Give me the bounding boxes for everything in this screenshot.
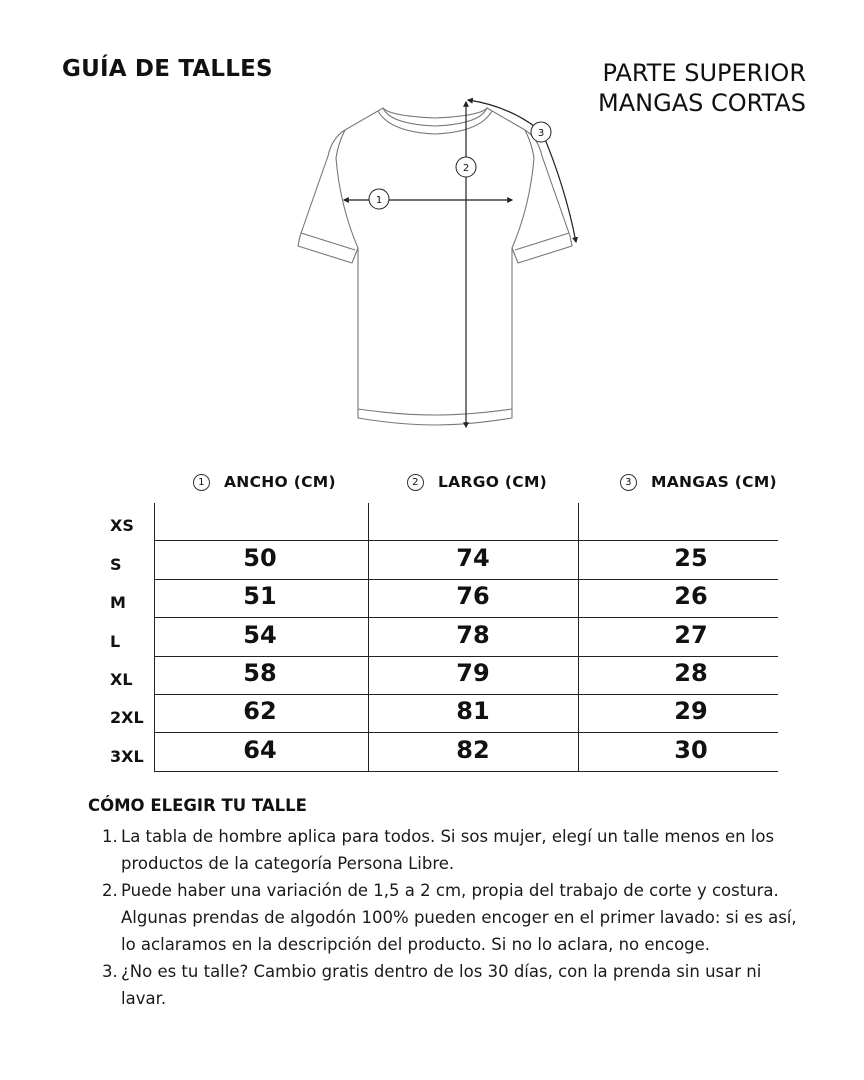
size-label: 3XL: [110, 746, 144, 766]
size-table: [88, 503, 778, 772]
table-row-2xl: [88, 695, 778, 733]
largo-value: 78: [456, 620, 490, 649]
mangas-value: 25: [674, 543, 708, 572]
table-row-xs: [88, 503, 778, 541]
garment-type: [598, 58, 806, 118]
tshirt-diagram: [280, 96, 590, 436]
ancho-value: 64: [243, 735, 277, 764]
mangas-value: 28: [674, 658, 708, 687]
mangas-value: 29: [674, 697, 708, 726]
header-mangas-label: MANGAS (CM): [651, 473, 777, 491]
ancho-value: 51: [243, 582, 277, 611]
largo-value: 79: [456, 658, 490, 687]
table-row-xl: [88, 657, 778, 695]
size-label: L: [110, 631, 121, 651]
header-ancho: [193, 470, 336, 494]
size-label: S: [110, 554, 122, 574]
table-row-3xl: [88, 733, 778, 771]
step-number: 1.: [102, 827, 118, 846]
page-title: GUÍA DE TALLES: [62, 56, 273, 82]
garment-type-line-1: PARTE SUPERIOR: [602, 59, 806, 87]
largo-value: 82: [456, 735, 490, 764]
garment-type-line-2: MANGAS CORTAS: [598, 89, 806, 117]
largo-value: 76: [456, 582, 490, 611]
howto-list: [102, 823, 802, 1012]
size-label: XL: [110, 669, 133, 689]
marker-2: 2: [462, 163, 470, 174]
size-label: 2XL: [110, 708, 144, 728]
step-text: Puede haber una variación de 1,5 a 2 cm, propia del trabajo de corte y costura. Algunas prendas de algodón 100% pueden encoger en el primer lavado: si es así, lo aclaramos en la descripción del producto. Si no lo aclara, no encoge.: [121, 881, 797, 954]
marker-1: 1: [375, 195, 383, 206]
ancho-value: 54: [243, 620, 277, 649]
table-row-l: [88, 618, 778, 656]
list-item: [102, 958, 802, 1012]
size-label: XS: [110, 516, 134, 536]
ancho-value: 50: [243, 543, 277, 572]
ancho-value: 62: [243, 697, 277, 726]
row-divider: [154, 771, 778, 772]
mangas-value: 27: [674, 620, 708, 649]
header-ancho-marker: 1: [193, 474, 210, 491]
collar-seam: [383, 108, 487, 118]
header-largo-marker: 2: [407, 474, 424, 491]
header-largo-label: LARGO (CM): [438, 473, 548, 491]
size-label: M: [110, 593, 126, 613]
list-item: [102, 823, 802, 877]
ancho-value: 58: [243, 658, 277, 687]
tshirt-outline: [298, 108, 572, 425]
header-largo: [407, 470, 547, 494]
howto-title: CÓMO ELEGIR TU TALLE: [88, 796, 307, 815]
largo-value: 74: [456, 543, 490, 572]
step-text: La tabla de hombre aplica para todos. Si sos mujer, elegí un talle menos en los productos de la categoría Persona Libre.: [121, 827, 775, 873]
step-number: 3.: [102, 962, 118, 981]
header-ancho-label: ANCHO (CM): [224, 473, 336, 491]
table-row-s: [88, 541, 778, 579]
list-item: [102, 877, 802, 958]
header-mangas-marker: 3: [620, 474, 637, 491]
header-mangas: [620, 470, 777, 494]
marker-3: 3: [537, 128, 545, 139]
table-row-m: [88, 580, 778, 618]
mangas-value: 26: [674, 582, 708, 611]
step-number: 2.: [102, 881, 118, 900]
mangas-value: 30: [674, 735, 708, 764]
step-text: ¿No es tu talle? Cambio gratis dentro de los 30 días, con la prenda sin usar ni lavar.: [121, 962, 762, 1008]
largo-value: 81: [456, 697, 490, 726]
